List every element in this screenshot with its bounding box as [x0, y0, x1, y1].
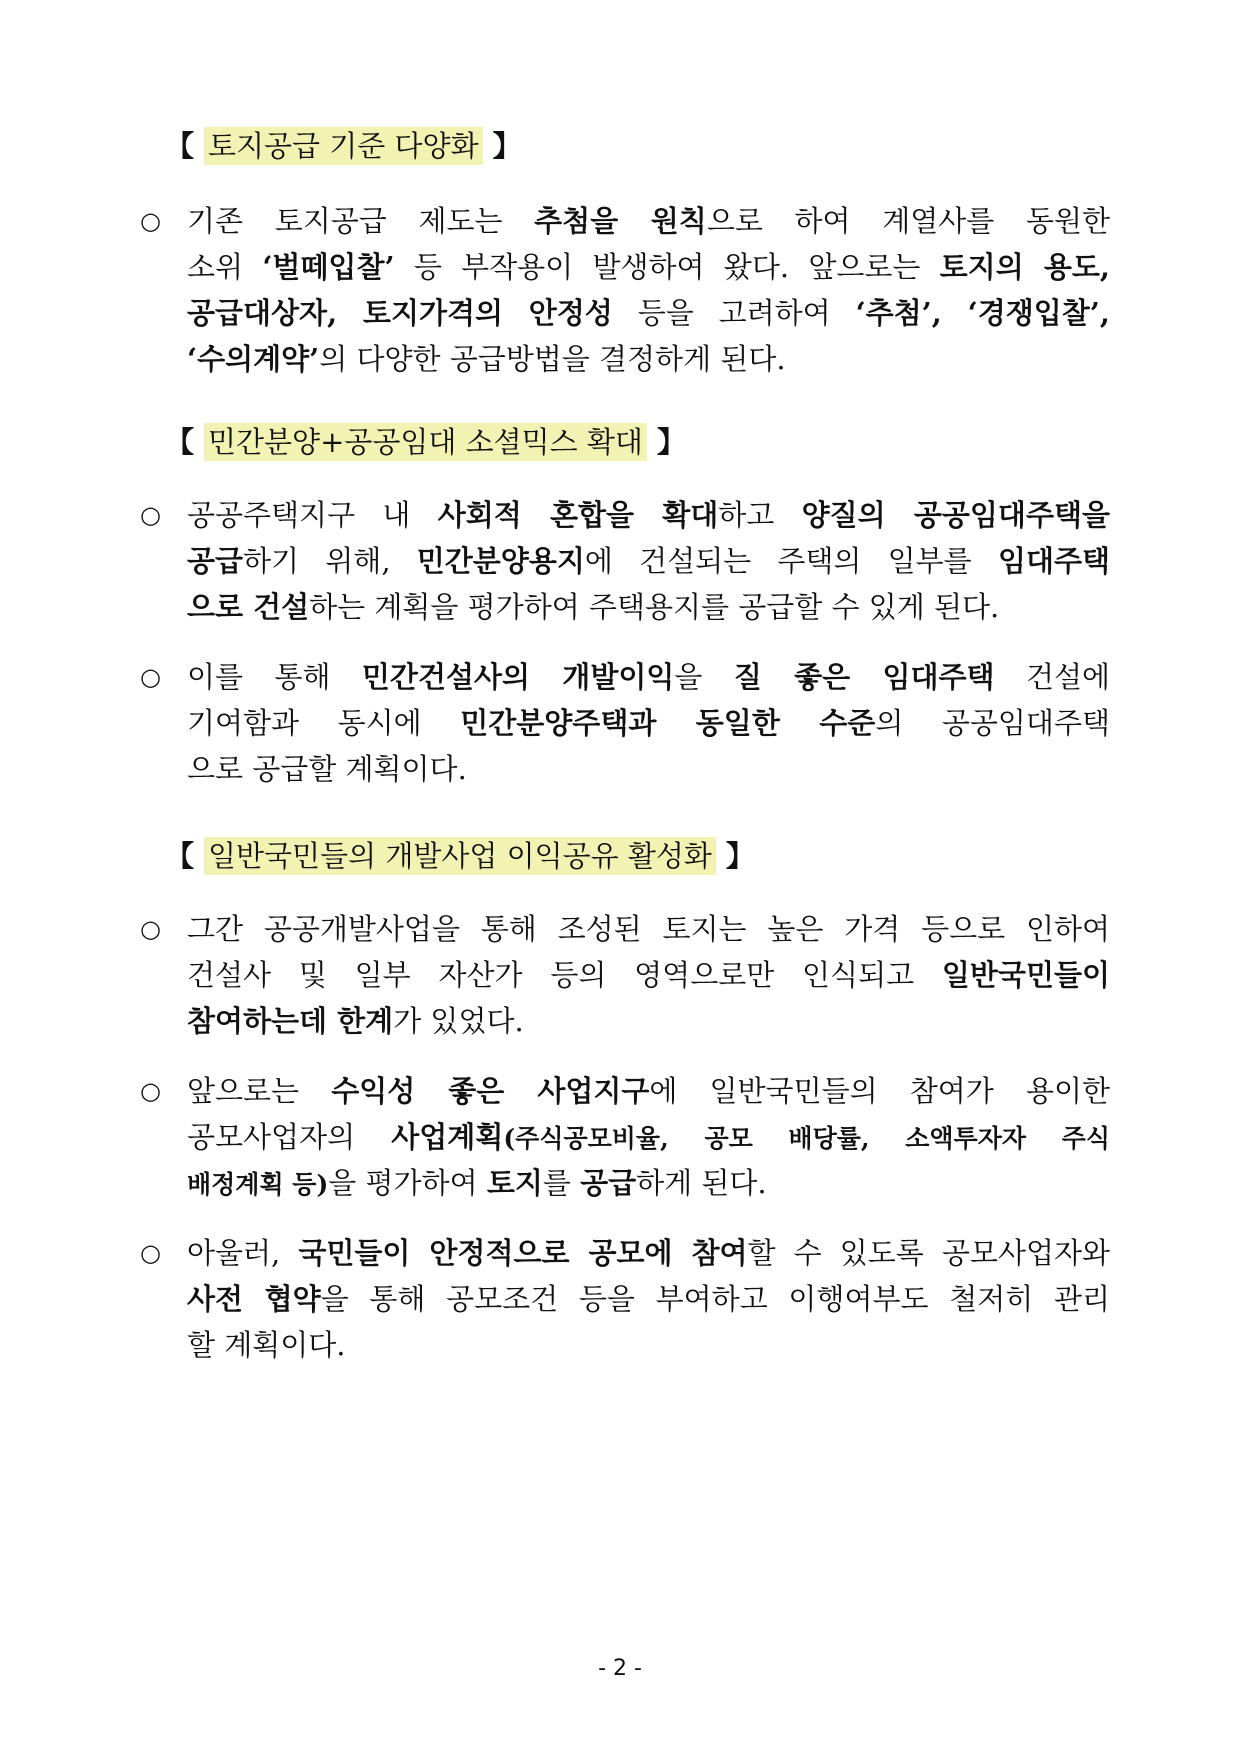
section-heading-2 [165, 422, 686, 462]
bold-text: 참여하는데 한계 [187, 1004, 394, 1038]
text-run: 할 수 있도록 공모사업자와 [747, 1236, 1110, 1270]
bullet-mark: ○ [140, 1239, 161, 1267]
heading-title: 일반국민들의 개발사업 이익공유 활성화 [204, 837, 716, 875]
text-line [187, 1158, 1110, 1208]
bold-text: 일반국민들이 [941, 958, 1110, 992]
bold-text: 공급대상자, 토지가격의 안정성 [187, 296, 613, 330]
text-line [187, 536, 1110, 586]
bold-text: 배정계획 등) [187, 1170, 329, 1199]
text-run: 을 [674, 660, 734, 694]
page-number: - 2 - [598, 1656, 642, 1681]
bold-text: 국민들이 안정적으로 공모에 참여 [298, 1236, 748, 1270]
text-run: 소위 [187, 250, 263, 284]
text-run: 건설에 [994, 660, 1111, 694]
text-run: 을 평가하여 [328, 1166, 487, 1200]
heading-open-bracket: 【 [165, 839, 195, 873]
text-line [187, 1112, 1110, 1162]
text-run: 건설사 및 일부 자산가 등의 영역으로만 인식되고 [187, 958, 942, 992]
text-run: 아울러, [187, 1236, 299, 1270]
bold-text: 질 좋은 임대주택 [733, 660, 995, 694]
bold-text: 사업계획 [391, 1120, 504, 1154]
text-run: 공모사업자의 [187, 1120, 392, 1154]
bold-text: 민간분양주택과 동일한 수준 [460, 706, 876, 740]
heading-close-bracket: 】 [725, 839, 755, 873]
text-run: 를 [542, 1166, 581, 1200]
text-run: 하게 된다. [636, 1166, 767, 1200]
text-line [187, 1320, 1110, 1370]
bold-text: ‘벌떼입찰’ [262, 250, 395, 284]
text-run: 이를 통해 [187, 660, 362, 694]
text-run: 가 있었다. [393, 1004, 524, 1038]
section-heading-1 [165, 126, 522, 166]
text-run: 하는 계획을 평가하여 주택용지를 공급할 수 있게 된다. [309, 590, 1000, 624]
bold-text: 사전 협약 [187, 1282, 321, 1316]
text-line [187, 196, 1110, 246]
bullet-mark: ○ [140, 501, 161, 529]
bold-text: 공급 [187, 544, 244, 578]
bold-text: 임대주택 [997, 544, 1110, 578]
text-line [187, 904, 1110, 954]
text-run: 의 공공임대주택 [875, 706, 1110, 740]
bold-text: 토지 [486, 1166, 543, 1200]
bullet-mark: ○ [140, 663, 161, 691]
text-run: 에 건설되는 주택의 일부를 [584, 544, 998, 578]
text-run: 공공주택지구 내 [187, 498, 438, 532]
text-run: 으로 공급할 계획이다. [187, 752, 467, 786]
text-run: 기여함과 동시에 [187, 706, 461, 740]
bold-text: ‘추첨’, ‘경쟁입찰’, [855, 296, 1110, 330]
text-run: 을 통해 공모조건 등을 부여하고 이행여부도 철저히 관리 [320, 1282, 1110, 1316]
bold-text: 토지의 용도, [939, 250, 1110, 284]
bullet-mark: ○ [140, 207, 161, 235]
bold-text: 공급 [580, 1166, 637, 1200]
text-line [187, 334, 1110, 384]
text-run: 앞으로는 [187, 1074, 332, 1108]
heading-title: 민간분양+공공임대 소셜믹스 확대 [204, 423, 647, 461]
text-run: 기존 토지공급 제도는 [187, 204, 535, 238]
section-heading-3 [165, 836, 755, 876]
heading-close-bracket: 】 [492, 129, 522, 163]
text-line [187, 744, 1110, 794]
text-run: 하고 [718, 498, 802, 532]
text-line [187, 242, 1110, 292]
bold-text: (주식공모비율, 공모 배당률, 소액투자자 주식 [503, 1124, 1110, 1153]
text-run: 그간 공공개발사업을 통해 조성된 토지는 높은 가격 등으로 인하여 [187, 912, 1110, 946]
bold-text: 민간분양용지 [416, 544, 585, 578]
bold-text: 으로 건설 [187, 590, 310, 624]
text-line [187, 288, 1110, 338]
bold-text: 양질의 공공임대주택을 [801, 498, 1110, 532]
text-line [187, 1228, 1110, 1278]
text-line [187, 652, 1110, 702]
text-run: 으로 하여 계열사를 동원한 [706, 204, 1111, 238]
text-line [187, 698, 1110, 748]
bold-text: 추첨을 원칙 [534, 204, 707, 238]
heading-open-bracket: 【 [165, 129, 195, 163]
bold-text: 사회적 혼합을 확대 [437, 498, 719, 532]
text-run: 의 다양한 공급방법을 결정하게 된다. [319, 342, 786, 376]
bullet-mark: ○ [140, 915, 161, 943]
text-line [187, 1274, 1110, 1324]
text-line [187, 582, 1110, 632]
heading-title: 토지공급 기준 다양화 [204, 127, 483, 165]
text-run: 할 계획이다. [187, 1328, 346, 1362]
bold-text: ‘수의계약’ [187, 342, 320, 376]
text-run: 하기 위해, [243, 544, 417, 578]
bullet-mark: ○ [140, 1077, 161, 1105]
bold-text: 수익성 좋은 사업지구 [331, 1074, 650, 1108]
text-line [187, 1066, 1110, 1116]
bold-text: 민간건설사의 개발이익 [361, 660, 675, 694]
text-run: 등 부작용이 발생하여 왔다. 앞으로는 [394, 250, 940, 284]
text-run: 에 일반국민들의 참여가 용이한 [649, 1074, 1110, 1108]
text-line [187, 950, 1110, 1000]
heading-open-bracket: 【 [165, 425, 195, 459]
text-line [187, 490, 1110, 540]
heading-close-bracket: 】 [656, 425, 686, 459]
text-run: 등을 고려하여 [612, 296, 856, 330]
text-line [187, 996, 1110, 1046]
